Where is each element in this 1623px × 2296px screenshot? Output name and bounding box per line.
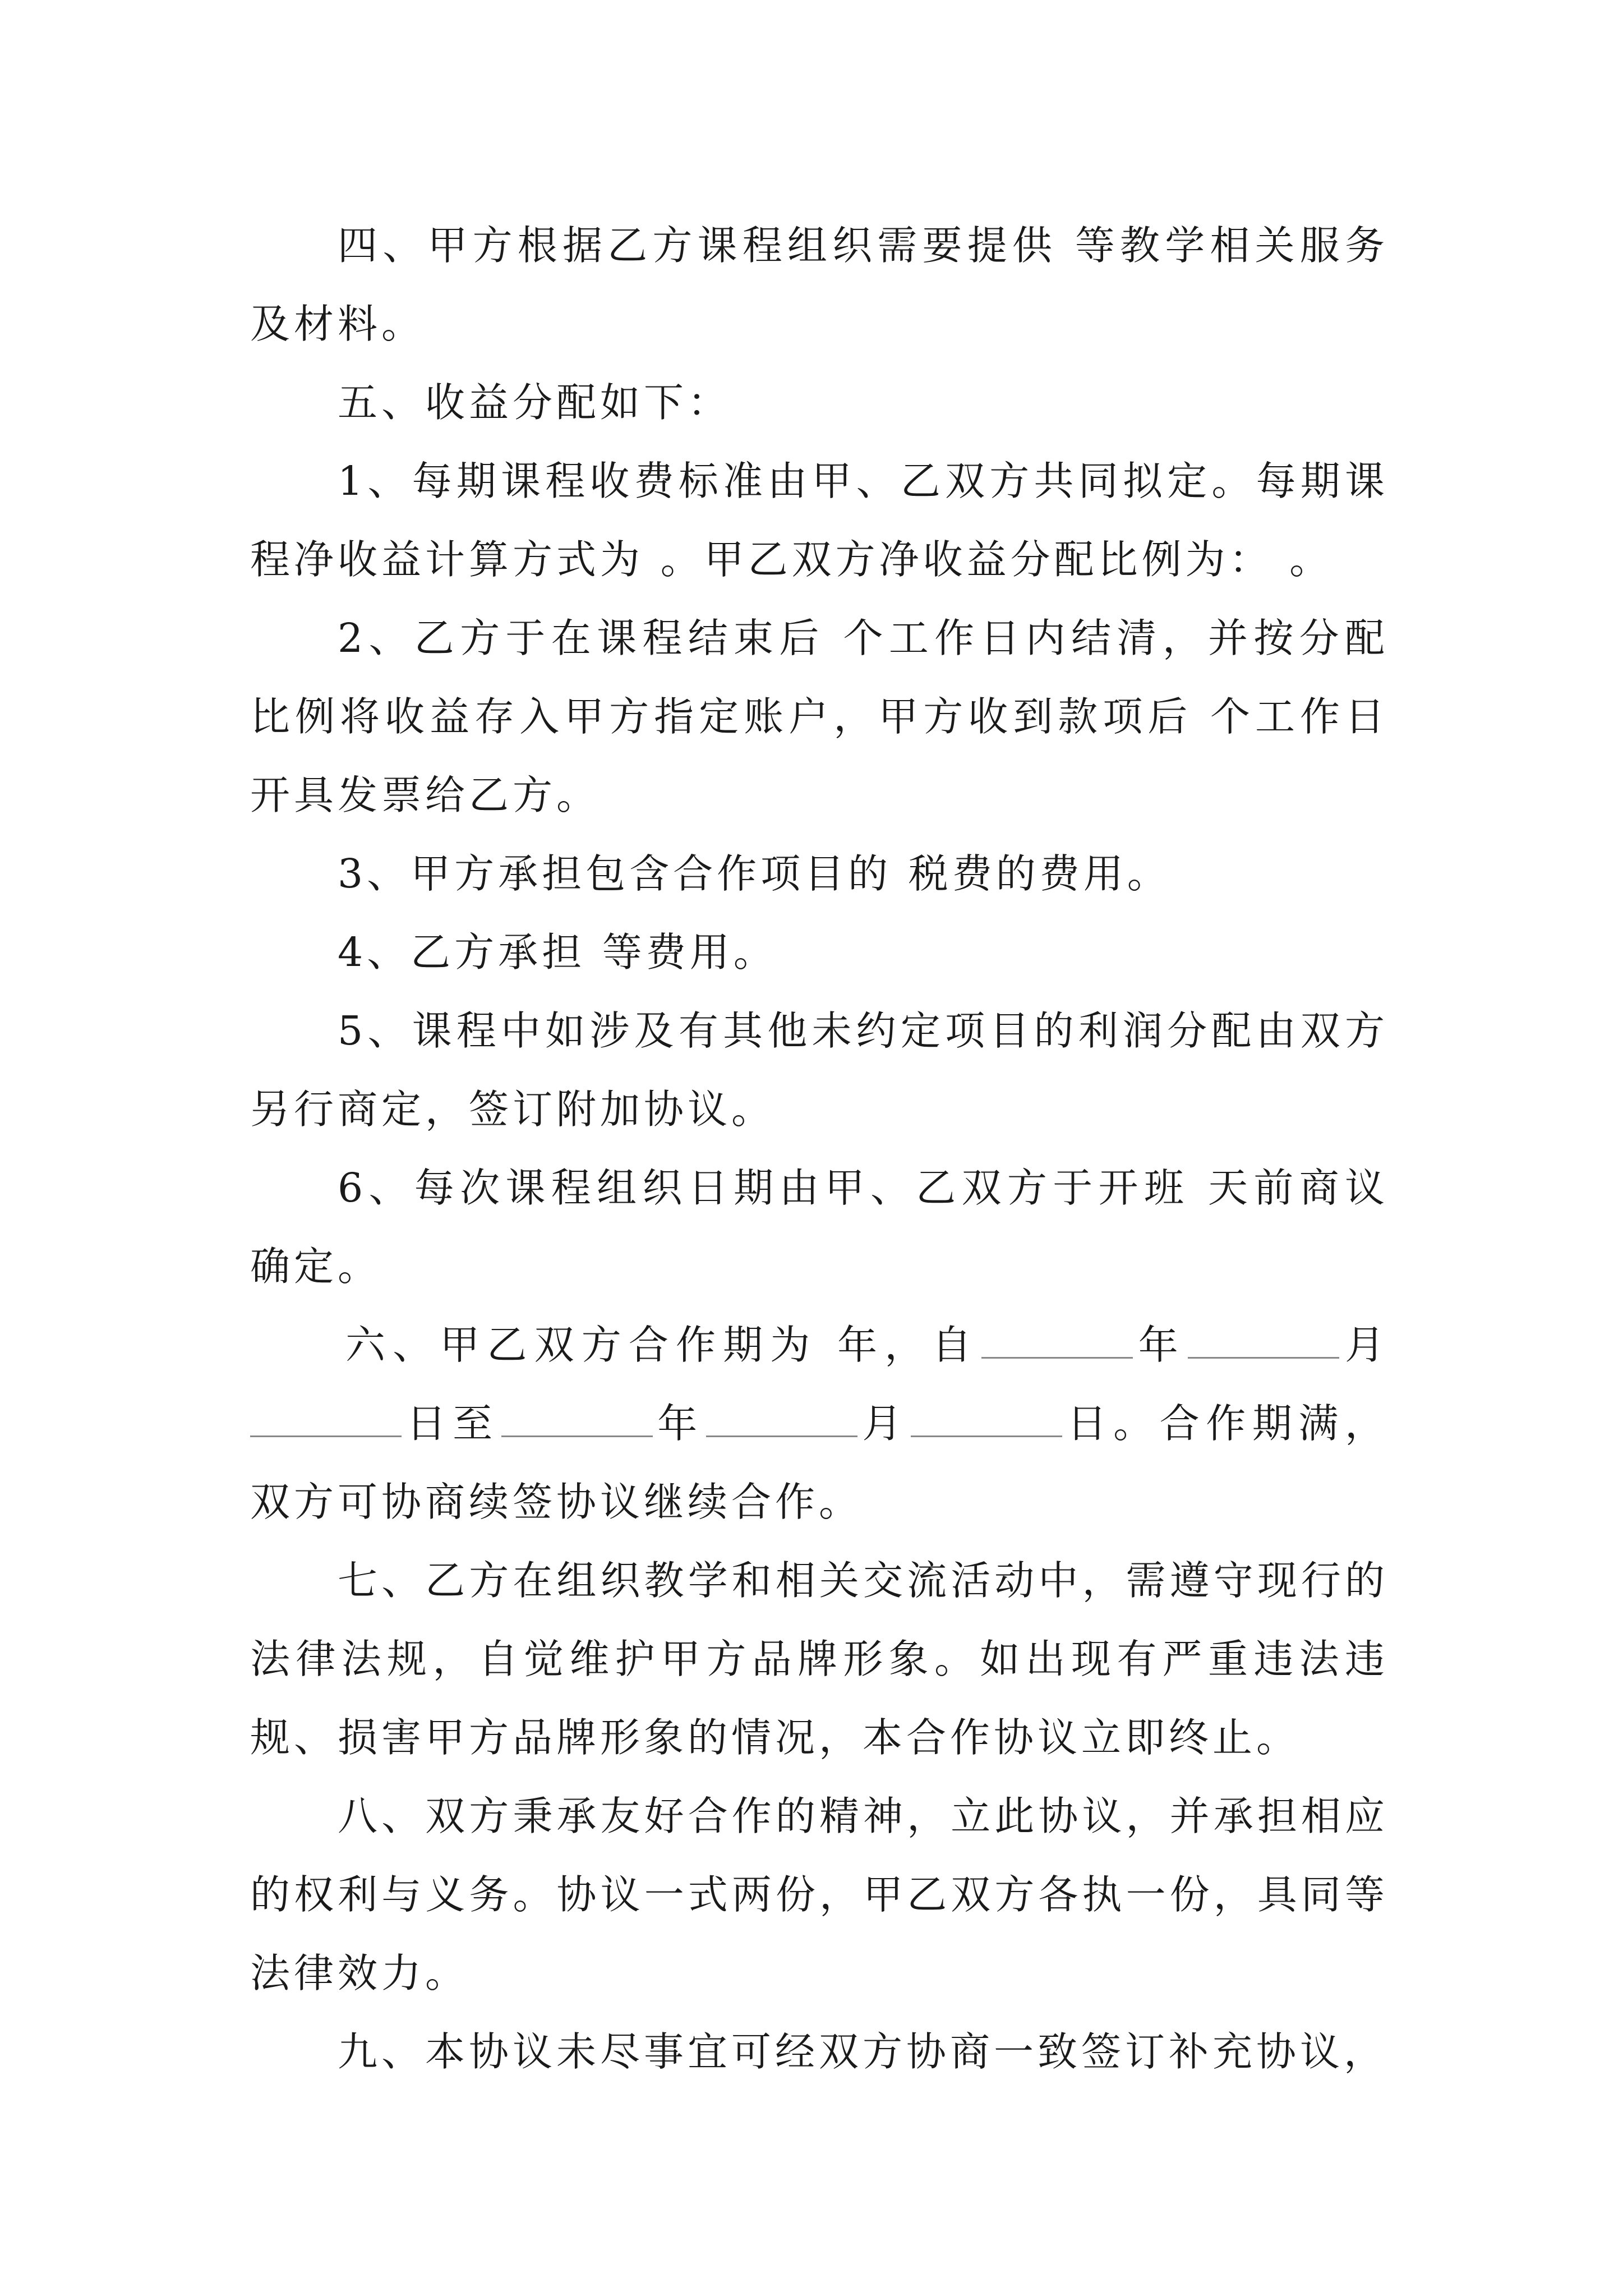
start-day-blank — [250, 1396, 402, 1437]
clause-5-item-3: 3、甲方承担包含合作项目的 税费的费用。 — [338, 850, 1171, 897]
start-year-blank — [981, 1318, 1133, 1359]
clause-6-term — [250, 1306, 1389, 1542]
clause-4: 四、甲方根据乙方课程组织需要提供 等教学相关服务及材料。 — [250, 222, 1389, 347]
clause-5-heading: 五、收益分配如下： — [338, 379, 732, 426]
end-month-blank — [706, 1396, 857, 1437]
clause-9: 九、本协议未尽事宜可经双方协商一致签订补充协议， — [338, 2028, 1388, 2075]
clause-5-item-1: 1、每期课程收费标准由甲、乙双方共同拟定。每期课程净收益计算方式为 。甲乙双方净收益分配比例为： 。 — [250, 458, 1389, 583]
term-month-2: 月 — [859, 1400, 909, 1447]
term-month-1: 月 — [1341, 1322, 1389, 1368]
clause-5-item-5: 5、课程中如涉及有其他未约定项目的利润分配由双方另行商定，签订附加协议。 — [250, 1007, 1389, 1133]
clause-5-item-6: 6、每次课程组织日期由甲、乙双方于开班 天前商议确定。 — [250, 1165, 1389, 1290]
document-body — [250, 206, 1389, 2091]
term-year-1: 年 — [1135, 1322, 1186, 1368]
end-year-blank — [501, 1396, 653, 1437]
clause-8: 八、双方秉承友好合作的精神，立此协议，并承担相应的权利与义务。协议一式两份，甲乙双方各执一份，具同等法律效力。 — [250, 1793, 1389, 1996]
clause-5-item-4: 4、乙方承担 等费用。 — [338, 929, 777, 976]
end-day-blank — [911, 1396, 1062, 1437]
term-year-2: 年 — [654, 1400, 704, 1447]
term-day-2: 日。合作期满，双方可协商续签协议继续合作。 — [250, 1400, 1389, 1525]
clause-5-item-2: 2、乙方于在课程结束后 个工作日内结清，并按分配比例将收益存入甲方指定账户，甲方收到款项后 个工作日开具发票给乙方。 — [250, 615, 1389, 818]
term-lead: 六、甲乙双方合作期为 年，自 — [345, 1322, 979, 1368]
clause-7: 七、乙方在组织教学和相关交流活动中，需遵守现行的法律法规，自觉维护甲方品牌形象。如出现有严重违法违规、损害甲方品牌形象的情况，本合作协议立即终止。 — [250, 1557, 1389, 1761]
term-day-1: 日至 — [404, 1400, 499, 1447]
start-month-blank — [1188, 1318, 1339, 1359]
